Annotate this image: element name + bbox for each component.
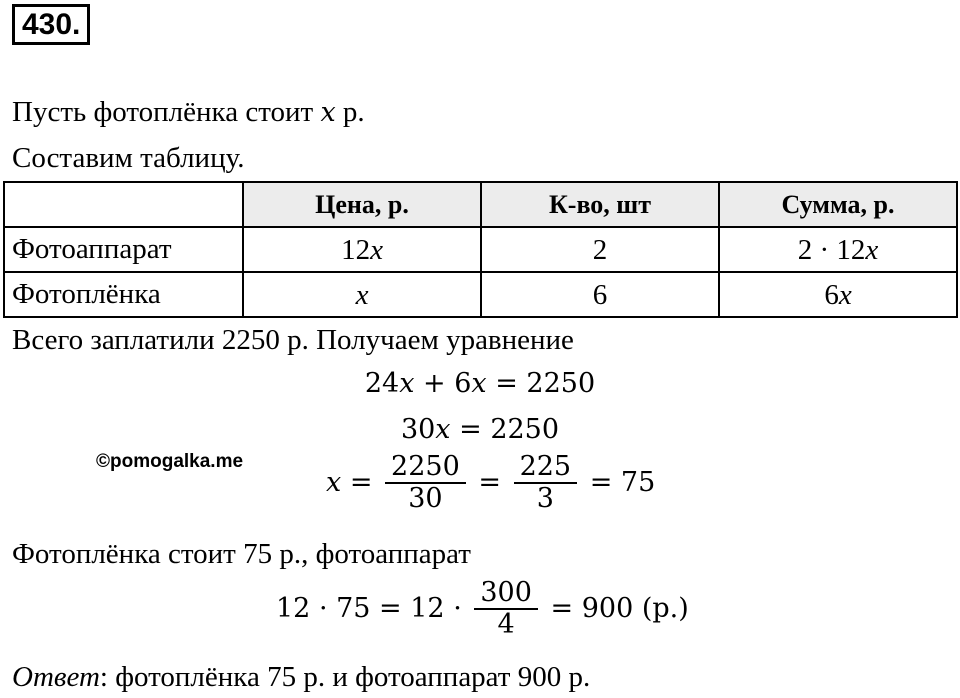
eq3-var: x	[326, 467, 342, 498]
problem-number: 430.	[12, 4, 90, 45]
intro-let-line	[12, 95, 365, 130]
eq3-fraction-2-den: 3	[514, 482, 578, 514]
table-header-qty: К-во, шт	[481, 182, 719, 227]
table-cell-film-price	[243, 272, 481, 317]
table-header-empty	[4, 182, 243, 227]
final-calc	[276, 578, 689, 640]
eq3-equals-1: =	[349, 467, 373, 498]
eq3-equals-2: =	[478, 467, 501, 498]
final-calc-fraction-den: 4	[474, 608, 538, 640]
final-calc-right: = 900 (р.)	[550, 593, 689, 624]
table-cell-camera-qty: 2	[481, 227, 719, 272]
eq1-plus-b: + 6	[414, 368, 472, 399]
eq1-var-1: x	[399, 368, 415, 399]
camera-text: Фотоплёнка стоит 75 р., фотоаппарат	[12, 538, 471, 570]
intro-let-var: x	[320, 97, 336, 128]
intro-let-suffix: р.	[335, 96, 365, 128]
film-sum-num: 6	[824, 278, 839, 311]
table-header-row	[4, 182, 957, 227]
table-row-label-film: Фотоплёнка	[4, 272, 243, 317]
final-calc-fraction	[474, 578, 538, 640]
eq3-fraction-1-den: 30	[385, 482, 466, 514]
film-price-var: x	[355, 278, 369, 311]
camera-price-var: x	[370, 233, 383, 266]
eq2-result: = 2250	[450, 414, 560, 445]
table-row	[4, 227, 957, 272]
watermark: ©pomogalka.me	[96, 451, 244, 472]
answer-text: : фотоплёнка 75 р. и фотоаппарат 900 р.	[99, 661, 591, 693]
eq3-fraction-2	[514, 452, 578, 514]
answer-label: Ответ	[12, 661, 100, 693]
eq3-fraction-1-num: 2250	[391, 451, 460, 482]
table-cell-camera-price	[243, 227, 481, 272]
film-sum-var: x	[838, 278, 852, 311]
camera-sum-var: x	[865, 233, 879, 266]
eq2-var: x	[435, 414, 451, 445]
intro-let-prefix: Пусть фотоплёнка стоит	[12, 96, 321, 128]
intro-compose-line: Составим таблицу.	[12, 142, 245, 174]
eq2-coef: 30	[400, 414, 436, 445]
answer-line	[12, 660, 590, 694]
equation-3	[326, 452, 655, 514]
eq1-coef-a: 24	[364, 368, 400, 399]
table-cell-camera-sum	[719, 227, 957, 272]
table-header-price: Цена, р.	[243, 182, 481, 227]
equation-2	[0, 413, 960, 447]
table-header-sum: Сумма, р.	[719, 182, 957, 227]
final-calc-left: 12 · 75 = 12 ·	[276, 593, 462, 624]
eq1-result: = 2250	[486, 368, 596, 399]
data-table	[3, 181, 958, 318]
eq3-tail: = 75	[589, 467, 656, 498]
final-calc-fraction-num: 300	[480, 577, 532, 608]
eq1-var-2: x	[471, 368, 487, 399]
camera-price-num: 12	[341, 233, 371, 266]
paid-text: Всего заплатили 2250 р. Получаем уравнение	[12, 324, 574, 356]
table-cell-film-sum	[719, 272, 957, 317]
table-row	[4, 272, 957, 317]
table-cell-film-qty: 6	[481, 272, 719, 317]
table-row-label-camera: Фотоаппарат	[4, 227, 243, 272]
eq3-fraction-2-num: 225	[519, 451, 572, 482]
equation-1	[0, 367, 960, 401]
eq3-fraction-1	[385, 452, 466, 514]
camera-sum-num: 2 · 12	[797, 233, 866, 266]
